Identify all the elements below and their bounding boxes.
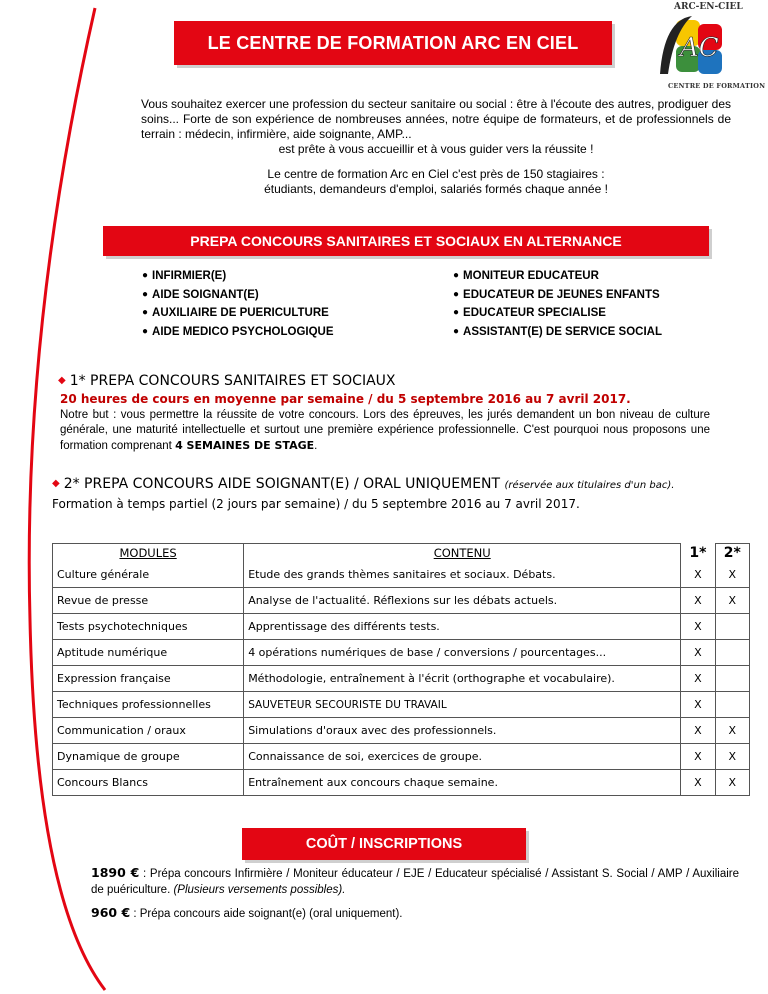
header-col1: 1* xyxy=(681,544,715,562)
module-cell: Revue de presse xyxy=(53,588,244,614)
career-item: ● AIDE MEDICO PSYCHOLOGIQUE xyxy=(142,323,334,342)
header-contenu: CONTENU xyxy=(244,544,681,562)
course2-heading xyxy=(52,476,674,492)
career-item: ● EDUCATEUR SPECIALISE xyxy=(453,304,662,323)
mark-cell-2: X xyxy=(715,588,749,614)
mark-cell-1: X xyxy=(681,666,715,692)
module-cell: Culture générale xyxy=(53,562,244,588)
career-item: ● EDUCATEUR DE JEUNES ENFANTS xyxy=(453,286,662,305)
price-text-1: : Prépa concours Infirmière / Moniteur éducateur / EJE / Educateur spécialisé / Assistant S. Social / AMP / Auxiliaire de puériculture. xyxy=(91,868,739,896)
price-amount-1: 1890 € xyxy=(91,865,140,880)
course1-goal-end: . xyxy=(314,440,318,452)
career-item: ● MONITEUR EDUCATEUR xyxy=(453,267,662,286)
careers-list-right xyxy=(453,267,662,341)
module-cell: Expression française xyxy=(53,666,244,692)
module-cell: Dynamique de groupe xyxy=(53,744,244,770)
course1-title: 1* PREPA CONCOURS SANITAIRES ET SOCIAUX xyxy=(69,373,396,389)
mark-cell-1: X xyxy=(681,640,715,666)
module-cell: Aptitude numérique xyxy=(53,640,244,666)
header-modules: MODULES xyxy=(53,544,244,562)
mark-cell-2 xyxy=(715,614,749,640)
main-title: LE CENTRE DE FORMATION ARC EN CIEL xyxy=(174,21,612,65)
module-cell: Concours Blancs xyxy=(53,770,244,796)
mark-cell-2: X xyxy=(715,562,749,588)
careers-list-left xyxy=(142,267,334,341)
diamond-bullet-icon: ◆ xyxy=(52,478,60,489)
table-row xyxy=(53,744,750,770)
price-amount-2: 960 € xyxy=(91,905,131,920)
intro-p2-line2: étudiants, demandeurs d'emploi, salariés formés chaque année ! xyxy=(264,182,608,196)
module-cell: Communication / oraux xyxy=(53,718,244,744)
contenu-cell: Analyse de l'actualité. Réflexions sur les débats actuels. xyxy=(244,588,681,614)
price-text-2: : Prépa concours aide soignant(e) (oral uniquement). xyxy=(130,908,403,920)
prepa-section-bar: PREPA CONCOURS SANITAIRES ET SOCIAUX EN ALTERNANCE xyxy=(103,226,709,256)
course1-schedule: 20 heures de cours en moyenne par semaine / du 5 septembre 2016 au 7 avril 2017. xyxy=(60,392,631,406)
modules-table xyxy=(52,543,750,796)
table-header-row xyxy=(53,544,750,562)
intro-p1-body: Vous souhaitez exercer une profession du secteur sanitaire ou social : être à l'écoute des autres, prodiguer des soins... Forte de son expérience de nombreuses années, notre équipe de formateurs, et de professionnels de terrain : médecin, infirmière, aide soignante, AMP... xyxy=(141,97,731,141)
mark-cell-2 xyxy=(715,666,749,692)
intro-paragraph-2 xyxy=(141,167,731,197)
mark-cell-2 xyxy=(715,640,749,666)
contenu-cell: Etude des grands thèmes sanitaires et sociaux. Débats. xyxy=(244,562,681,588)
mark-cell-1: X xyxy=(681,718,715,744)
mark-cell-1: X xyxy=(681,588,715,614)
career-item: ● INFIRMIER(E) xyxy=(142,267,334,286)
table-row xyxy=(53,640,750,666)
mark-cell-2: X xyxy=(715,770,749,796)
career-item: ● ASSISTANT(E) DE SERVICE SOCIAL xyxy=(453,323,662,342)
course2-schedule: Formation à temps partiel (2 jours par semaine) / du 5 septembre 2016 au 7 avril 2017. xyxy=(52,497,580,511)
table-row xyxy=(53,614,750,640)
table-row xyxy=(53,770,750,796)
course2-title: 2* PREPA CONCOURS AIDE SOIGNANT(E) / ORAL UNIQUEMENT xyxy=(63,476,501,492)
mark-cell-2 xyxy=(715,692,749,718)
diamond-bullet-icon: ◆ xyxy=(58,375,66,386)
intro-text xyxy=(141,97,731,197)
course1-goal-text: Notre but : vous permettre la réussite de votre concours. Lors des épreuves, les jurés demandent un bon niveau de culture générale, une maturité intellectuelle et surtout une première expérience professionnelle. C'est pourquoi nous proposons une formation comprenant xyxy=(60,409,710,452)
contenu-cell: Connaissance de soi, exercices de groupe. xyxy=(244,744,681,770)
logo-bottom-text: CENTRE DE FORMATION xyxy=(668,82,766,90)
svg-text:AC: AC xyxy=(680,33,719,63)
course1-goal xyxy=(60,408,710,454)
table-row xyxy=(53,692,750,718)
career-item: ● AUXILIAIRE DE PUERICULTURE xyxy=(142,304,334,323)
price-line-2 xyxy=(91,905,739,922)
contenu-cell: SAUVETEUR SECOURISTE DU TRAVAIL xyxy=(244,692,681,718)
logo-graphic-icon xyxy=(654,12,726,82)
table-row xyxy=(53,588,750,614)
course1-goal-bold: 4 SEMAINES DE STAGE xyxy=(175,439,315,452)
mark-cell-1: X xyxy=(681,614,715,640)
course1-heading xyxy=(58,373,396,389)
table-row xyxy=(53,562,750,588)
intro-p1-last: est prête à vous accueillir et à vous guider vers la réussite ! xyxy=(278,142,594,156)
mark-cell-2: X xyxy=(715,718,749,744)
cost-section-bar: COÛT / INSCRIPTIONS xyxy=(242,828,526,860)
contenu-cell: Entraînement aux concours chaque semaine. xyxy=(244,770,681,796)
header-col2: 2* xyxy=(715,544,749,562)
mark-cell-2: X xyxy=(715,744,749,770)
logo-top-text: ARC-EN-CIEL xyxy=(674,2,743,12)
mark-cell-1: X xyxy=(681,692,715,718)
module-cell: Tests psychotechniques xyxy=(53,614,244,640)
price-line-1 xyxy=(91,865,739,898)
mark-cell-1: X xyxy=(681,744,715,770)
arc-en-ciel-logo xyxy=(650,2,766,92)
table-row xyxy=(53,666,750,692)
intro-p2-line1: Le centre de formation Arc en Ciel c'est près de 150 stagiaires : xyxy=(267,167,605,181)
contenu-cell: 4 opérations numériques de base / conversions / pourcentages... xyxy=(244,640,681,666)
intro-paragraph-1 xyxy=(141,97,731,157)
mark-cell-1: X xyxy=(681,770,715,796)
table-row xyxy=(53,718,750,744)
contenu-cell: Méthodologie, entraînement à l'écrit (orthographe et vocabulaire). xyxy=(244,666,681,692)
career-item: ● AIDE SOIGNANT(E) xyxy=(142,286,334,305)
contenu-cell: Simulations d'oraux avec des professionnels. xyxy=(244,718,681,744)
price-note-1: (Plusieurs versements possibles). xyxy=(173,884,346,896)
module-cell: Techniques professionnelles xyxy=(53,692,244,718)
contenu-cell: Apprentissage des différents tests. xyxy=(244,614,681,640)
course2-note: (réservée aux titulaires d'un bac). xyxy=(504,480,675,491)
mark-cell-1: X xyxy=(681,562,715,588)
